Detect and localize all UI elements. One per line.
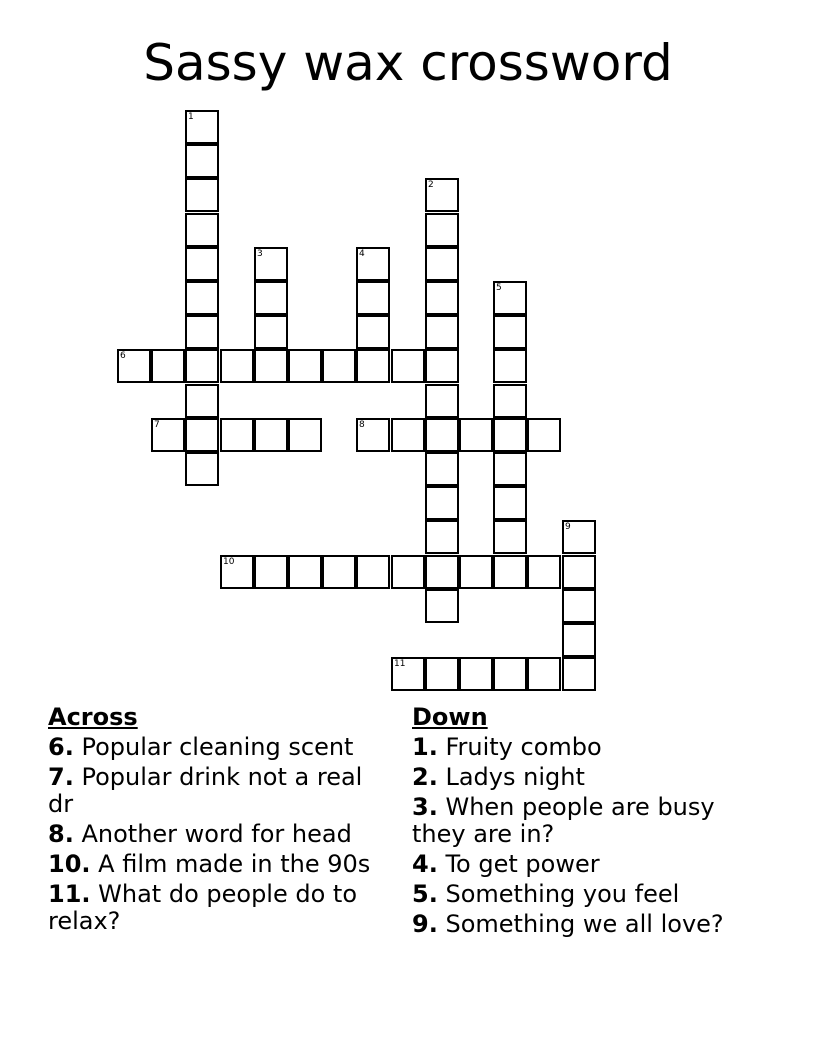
grid-cell[interactable] [527, 657, 561, 691]
grid-cell[interactable] [185, 110, 219, 144]
grid-cell[interactable] [391, 349, 425, 383]
grid-cell[interactable] [425, 315, 459, 349]
grid-cell[interactable] [425, 349, 459, 383]
across-heading: Across [48, 703, 138, 731]
clue-number: 10. [48, 850, 91, 878]
clue-across-8 [48, 821, 388, 848]
grid-cell[interactable] [322, 555, 356, 589]
grid-cell[interactable] [288, 349, 322, 383]
clue-text: Fruity combo [445, 733, 602, 761]
clue-number: 6. [48, 733, 74, 761]
clue-down-3 [412, 794, 752, 848]
down-clues [412, 703, 752, 941]
across-clues [48, 703, 388, 938]
grid-cell[interactable] [425, 486, 459, 520]
grid-cell[interactable] [185, 452, 219, 486]
grid-cell[interactable] [493, 281, 527, 315]
grid-cell[interactable] [425, 520, 459, 554]
grid-cell[interactable] [151, 418, 185, 452]
clue-text: Popular cleaning scent [81, 733, 354, 761]
clue-text: To get power [445, 850, 600, 878]
clue-text: Something you feel [445, 880, 680, 908]
cell-number: 7 [154, 420, 160, 430]
grid-cell[interactable] [254, 418, 288, 452]
grid-cell[interactable] [220, 418, 254, 452]
grid-cell[interactable] [527, 555, 561, 589]
grid-cell[interactable] [185, 315, 219, 349]
grid-cell[interactable] [562, 623, 596, 657]
grid-cell[interactable] [185, 247, 219, 281]
grid-cell[interactable] [185, 144, 219, 178]
clue-number: 9. [412, 910, 438, 938]
cell-number: 11 [394, 659, 406, 669]
clue-across-6 [48, 734, 388, 761]
grid-cell[interactable] [356, 247, 390, 281]
grid-cell[interactable] [185, 178, 219, 212]
clue-text: Something we all love? [445, 910, 724, 938]
grid-cell[interactable] [151, 349, 185, 383]
cell-number: 8 [359, 420, 365, 430]
grid-cell[interactable] [562, 520, 596, 554]
grid-cell[interactable] [254, 315, 288, 349]
grid-cell[interactable] [254, 247, 288, 281]
grid-cell[interactable] [425, 657, 459, 691]
clue-text: Ladys night [445, 763, 585, 791]
clue-text: A film made in the 90s [98, 850, 371, 878]
clue-number: 11. [48, 880, 91, 908]
grid-cell[interactable] [220, 349, 254, 383]
clue-down-9 [412, 911, 752, 938]
grid-cell[interactable] [254, 281, 288, 315]
grid-cell[interactable] [425, 589, 459, 623]
grid-cell[interactable] [220, 555, 254, 589]
grid-cell[interactable] [185, 349, 219, 383]
grid-cell[interactable] [459, 657, 493, 691]
cell-number: 9 [565, 522, 571, 532]
clue-text: Popular drink not a real dr [48, 763, 363, 818]
clue-number: 8. [48, 820, 74, 848]
grid-cell[interactable] [493, 555, 527, 589]
clue-down-2 [412, 764, 752, 791]
grid-cell[interactable] [493, 520, 527, 554]
grid-cell[interactable] [356, 349, 390, 383]
clue-number: 3. [412, 793, 438, 821]
grid-cell[interactable] [425, 213, 459, 247]
grid-cell[interactable] [562, 657, 596, 691]
clue-down-4 [412, 851, 752, 878]
grid-cell[interactable] [425, 452, 459, 486]
grid-cell[interactable] [493, 418, 527, 452]
grid-cell[interactable] [391, 555, 425, 589]
clue-number: 1. [412, 733, 438, 761]
clue-text: Another word for head [81, 820, 352, 848]
grid-cell[interactable] [527, 418, 561, 452]
grid-cell[interactable] [493, 384, 527, 418]
grid-cell[interactable] [288, 555, 322, 589]
clue-across-7 [48, 764, 388, 818]
grid-cell[interactable] [425, 555, 459, 589]
page-title: Sassy wax crossword [143, 34, 673, 92]
grid-cell[interactable] [356, 555, 390, 589]
clue-across-11 [48, 881, 388, 935]
clue-text: What do people do to relax? [48, 880, 358, 935]
cell-number: 1 [188, 112, 194, 122]
clue-text: When people are busy they are in? [412, 793, 715, 848]
cell-number: 4 [359, 249, 365, 259]
grid-cell[interactable] [322, 349, 356, 383]
grid-cell[interactable] [493, 349, 527, 383]
clue-across-10 [48, 851, 388, 878]
grid-cell[interactable] [254, 349, 288, 383]
grid-cell[interactable] [185, 384, 219, 418]
grid-cell[interactable] [117, 349, 151, 383]
grid-cell[interactable] [254, 555, 288, 589]
grid-cell[interactable] [459, 418, 493, 452]
grid-cell[interactable] [185, 213, 219, 247]
cell-number: 3 [257, 249, 263, 259]
cell-number: 10 [223, 557, 235, 567]
cell-number: 5 [496, 283, 502, 293]
cell-number: 6 [120, 351, 126, 361]
grid-cell[interactable] [562, 589, 596, 623]
grid-cell[interactable] [459, 555, 493, 589]
grid-cell[interactable] [425, 281, 459, 315]
clue-down-5 [412, 881, 752, 908]
grid-cell[interactable] [493, 315, 527, 349]
clue-down-1 [412, 734, 752, 761]
grid-cell[interactable] [185, 418, 219, 452]
clue-number: 4. [412, 850, 438, 878]
grid-cell[interactable] [391, 418, 425, 452]
grid-cell[interactable] [288, 418, 322, 452]
grid-cell[interactable] [425, 384, 459, 418]
grid-cell[interactable] [356, 315, 390, 349]
grid-cell[interactable] [356, 281, 390, 315]
grid-cell[interactable] [185, 281, 219, 315]
clue-number: 2. [412, 763, 438, 791]
grid-cell[interactable] [425, 178, 459, 212]
grid-cell[interactable] [493, 452, 527, 486]
grid-cell[interactable] [562, 555, 596, 589]
grid-cell[interactable] [391, 657, 425, 691]
grid-cell[interactable] [493, 486, 527, 520]
clue-number: 7. [48, 763, 74, 791]
grid-cell[interactable] [493, 657, 527, 691]
grid-cell[interactable] [425, 247, 459, 281]
clue-number: 5. [412, 880, 438, 908]
grid-cell[interactable] [356, 418, 390, 452]
grid-cell[interactable] [425, 418, 459, 452]
down-heading: Down [412, 703, 488, 731]
cell-number: 2 [428, 180, 434, 190]
